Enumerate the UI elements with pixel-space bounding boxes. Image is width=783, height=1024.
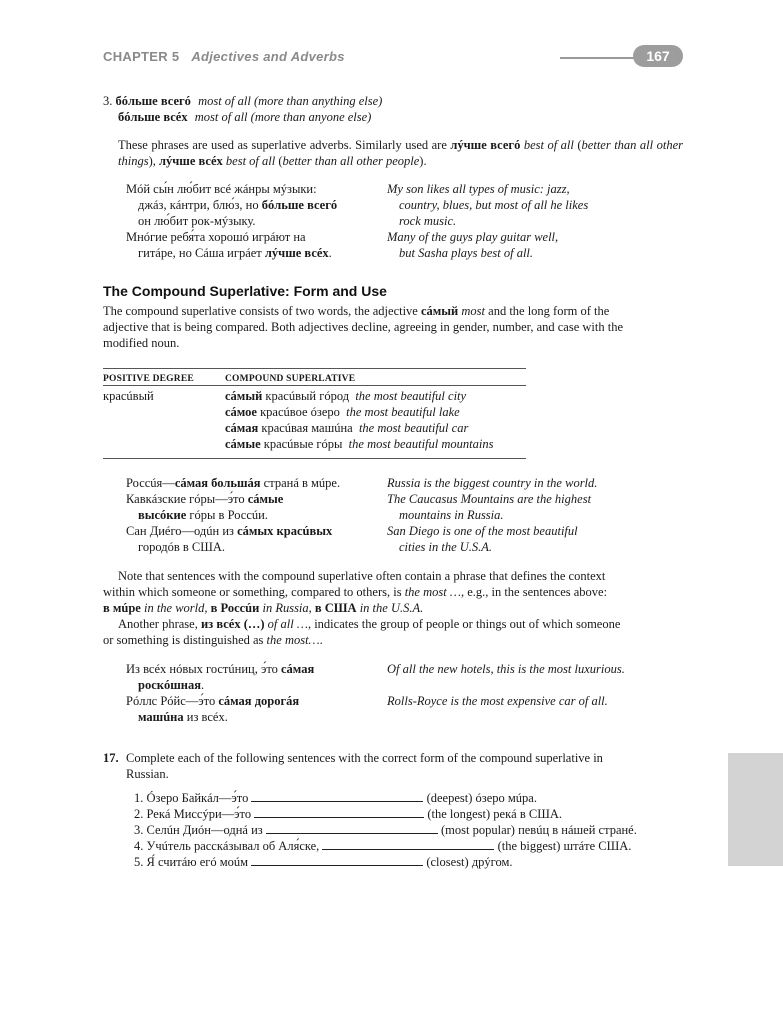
table-row: сáмое красúвое óзеро the most beautiful lake <box>225 405 460 419</box>
running-header <box>103 49 345 65</box>
section-heading: The Compound Superlative: Form and Use <box>103 283 387 299</box>
table-row: сáмая красúвая машúна the most beautiful car <box>225 421 469 435</box>
table-compound-cell <box>225 388 493 452</box>
table-positive-cell: красúвый <box>103 389 154 403</box>
list-item: 5. Я́ считáю егó моúм (closest) дрýгом. <box>134 855 513 869</box>
examples-adverbs-russian: Мóй сы́н лю́бит всé жáнры мýзыки: джáз, кáнтри, блю́з, но бóльше всегó он лю́бит рок-мýзыку. Мнóгие ребя́та хорошó игрáют на гитáре, но Сáша игрáет лýчше всéх. <box>126 182 338 260</box>
examples-iz-vsekh-english: Of all the new hotels, this is the most luxurious. Rolls-Royce is the most expensive car of all. <box>387 662 625 708</box>
list-item: 3. Селúн Диóн—однá из (most popular) певúц в нáшей странé. <box>134 823 637 837</box>
list-item: 1. Óзеро Байкáл—э́то (deepest) óзеро мúра. <box>134 791 537 805</box>
answer-blank-1[interactable] <box>251 791 423 802</box>
answer-blank-3[interactable] <box>266 823 438 834</box>
compound-superlative-paragraph: The compound superlative consists of two words, the adjective сáмый most and the long form of the adjective that is being compared. Both adjectives decline, agreeing in gender, number, and case with the modified noun. <box>103 304 623 350</box>
answer-blank-2[interactable] <box>254 807 424 818</box>
answer-blank-5[interactable] <box>251 855 423 866</box>
examples-compound-english: Russia is the biggest country in the world. The Caucasus Mountains are the highest mountains in Russia. San Diego is one of the most beautiful cities in the U.S.A. <box>387 476 598 554</box>
list-item: 2. Рекá Миссýри—э́то (the longest) рекá в США. <box>134 807 562 821</box>
exercise-items <box>134 790 637 870</box>
examples-adverbs-english: My son likes all types of music: jazz, country, blues, but most of all he likes rock music. Many of the guys play guitar well, but Sasha plays best of all. <box>387 182 589 260</box>
chapter-label: CHAPTER 5 <box>103 49 180 64</box>
table-bottom-rule <box>103 458 526 459</box>
page-number-badge: 167 <box>633 45 683 67</box>
table-header-compound: COMPOUND SUPERLATIVE <box>225 374 356 384</box>
exercise-number: 17. <box>103 751 119 765</box>
note-paragraph: Note that sentences with the compound superlative often contain a phrase that defines the context within which someone or something, compared to others, is the most …, e.g., in the sentences above: в мúре in the world, в Россúи in Russia, в США in the U.S.A. Another phrase, из всéх (…) of all …, indicates the group of people or things out of which someone or something is distinguished as the most…. <box>103 569 621 647</box>
chapter-title: Adjectives and Adverbs <box>191 49 345 64</box>
table-row: сáмые красúвые гóры the most beautiful mountains <box>225 437 494 451</box>
table-header-rule <box>103 385 526 386</box>
examples-compound-russian: Россúя—сáмая большáя странá в мúре. Кавкáзские гóры—э́то сáмые высóкие гóры в Россúи. Сан Диéго—одúн из сáмых красúвых городóв в США. <box>126 476 341 554</box>
answer-blank-4[interactable] <box>322 839 494 850</box>
side-thumb-tab <box>728 753 783 866</box>
examples-iz-vsekh-russian: Из всéх нóвых гостúниц, э́то сáмая роскóшная. Рóллс Рóйс—э́то сáмая дорогáя машúна из всéх. <box>126 662 315 724</box>
table-row: сáмый красúвый гóрод the most beautiful city <box>225 389 467 403</box>
header-divider <box>560 57 642 59</box>
list-item: 4. Учúтель расскáзывал об Аля́ске, (the biggest) штáте США. <box>134 839 632 853</box>
item3-line2: бóльше всéх most of all (more than anyone else) <box>118 110 372 124</box>
table-top-rule <box>103 368 526 369</box>
superlative-adverbs-paragraph: These phrases are used as superlative adverbs. Similarly used are лýчше всегó best of all (better than all other things), лýчше всéх best of all (better than all other people). <box>118 138 683 168</box>
item3-line1: 3. бóльше всегó most of all (more than anything else) <box>103 94 383 108</box>
table-header-positive: POSITIVE DEGREE <box>103 374 194 384</box>
exercise-instructions: Complete each of the following sentences with the correct form of the compound superlative in Russian. <box>126 751 603 781</box>
